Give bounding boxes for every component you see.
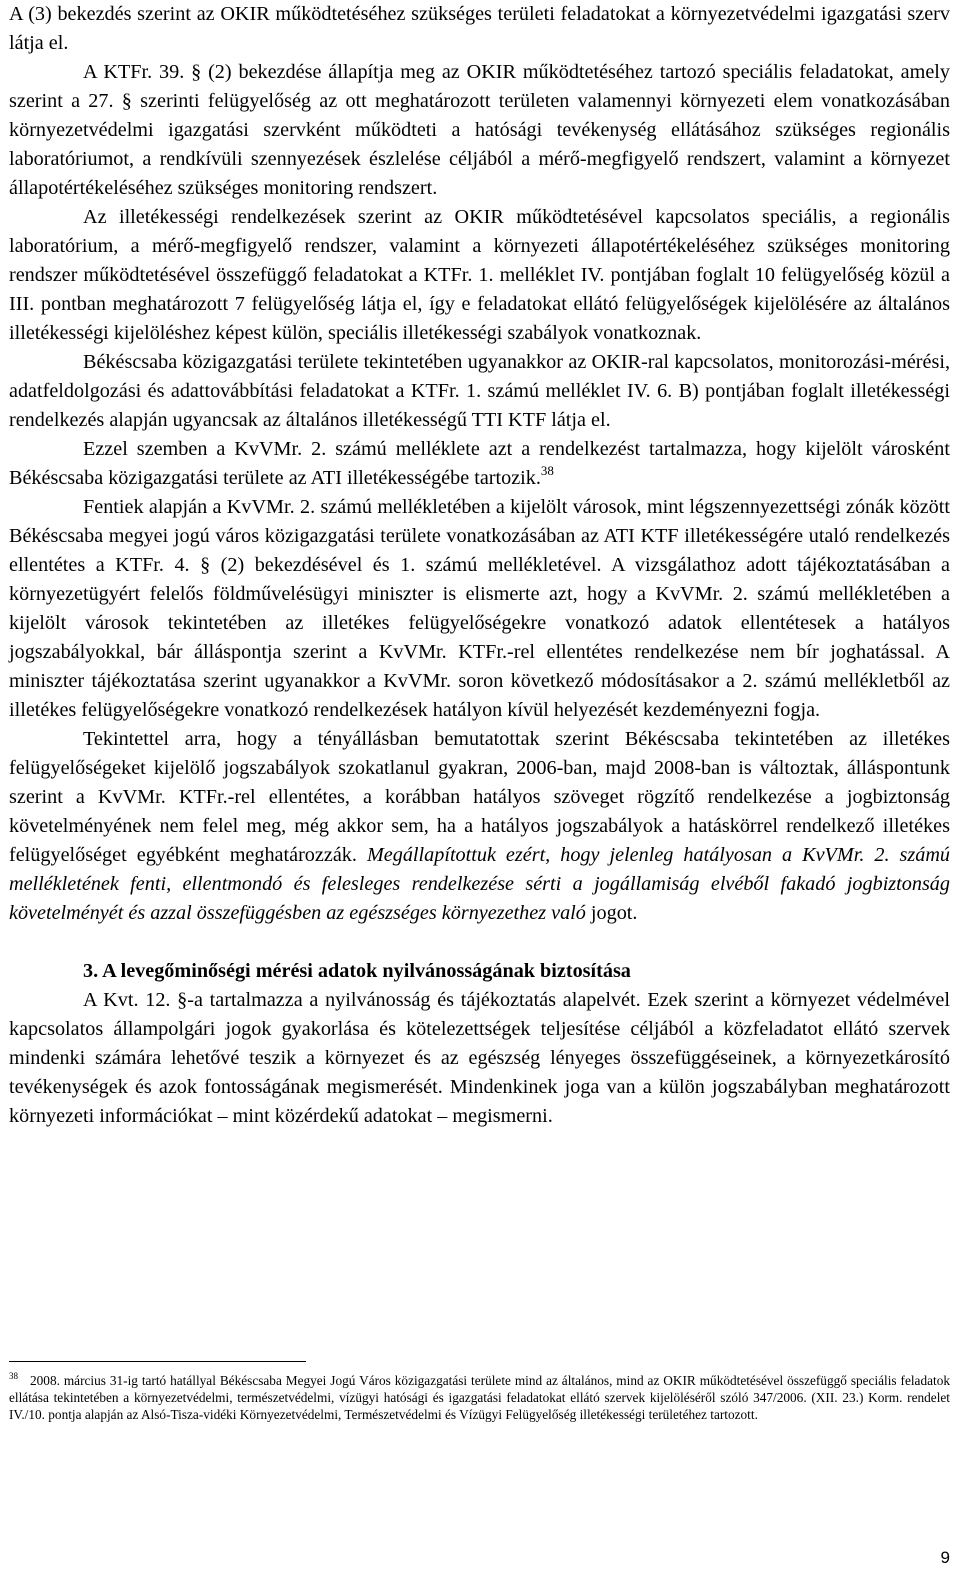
paragraph-conflict-findings: Fentiek alapján a KvVMr. 2. számú mellékletében a kijelölt városok, mint légszennyezettségi zónák között Békéscsaba megyei jogú város közigazgatási területe vonatkozásában az ATI KTF illetékességére utaló rendelkezés ellentétes a KTFr. 4. § (2) bekezdésével és 1. számú mellékletével. A vizsgálathoz adott tájékoztatásában a környezetügyért felelős földművelésügyi miniszter is elismerte azt, hogy a KvVMr. 2. számú mellékletében a kijelölt városok tekintetében az illetékes felügyelőségekre vonatkozó adatok ellentétesek a hatályos jogszabályokkal, bár álláspontja szerint a KvVMr. KTFr.-rel ellentétes rendelkezése nem bír joghatással. A miniszter tájékoztatása szerint ugyanakkor a KvVMr. soron következő módosításakor a 2. számú mellékletből az illetékes felügyelőségekre vonatkozó rendelkezések hatályon kívül helyezését kezdeményezni fogja. — [9, 496, 950, 721]
paragraph-kvvmr-annex-text: Ezzel szemben a KvVMr. 2. számú melléklete azt a rendelkezést tartalmazza, hogy kijelölt városként Békéscsaba közigazgatási területe az ATI illetékességébe tartozik. — [9, 438, 950, 489]
footnote-number: 38 — [9, 1371, 18, 1381]
paragraph-legal-certainty — [9, 725, 950, 928]
paragraph-legal-certainty-text: Tekintettel arra, hogy a tényállásban bemutatottak szerint Békéscsaba tekintetében az illetékes felügyelőségeket kijelölő jogszabályok szokatlanul gyakran, 2006-ban, majd 2008-ban is változtak, álláspontunk szerint a KvVMr. KTFr.-rel ellentétes, a korábban hatályos szöveget rögzítő rendelkezése a jogbiztonság követelményének nem felel meg, még akkor sem, ha a hatályos jogszabályok a hatáskörrel rendelkező illetékes felügyelőséget egyébként meghatározzák. — [9, 728, 950, 866]
footnote-38 — [9, 1372, 950, 1423]
section-heading: 3. A levegőminőségi mérési adatok nyilvánosságának biztosítása — [83, 960, 631, 982]
finding-italic-text: Megállapítottuk ezért, hogy jelenleg hatályosan a KvVMr. 2. számú mellékletének fenti, ellentmondó és felesleges rendelkezése sérti a jogállamiság elvéből fakadó jogbiztonság követelményét és azzal összefüggésben az egészséges környezethez való — [9, 844, 951, 924]
paragraph-okir-territorial: A (3) bekezdés szerint az OKIR működtetéséhez szükséges területi feladatokat a környezetvédelmi igazgatási szerv látja el. — [9, 3, 950, 54]
paragraph-jurisdiction-rules: Az illetékességi rendelkezések szerint az OKIR működtetésével kapcsolatos speciális, a regionális laboratórium, a mérő-megfigyelő rendszer, valamint a környezeti állapotértékeléséhez szükséges monitoring rendszer működtetésével összefüggő feladatokat a KTFr. 1. melléklet IV. pontjában foglalt 10 felügyelőség közül a III. pontban meghatározott 7 felügyelőség látja el, így e feladatokat ellátó felügyelőségek kijelölésére az általános illetékességi kijelöléshez képest külön, speciális illetékességi szabályok vonatkoznak. — [9, 206, 950, 344]
footnote-text: 2008. március 31-ig tartó hatállyal Békéscsaba Megyei Jogú Város közigazgatási területe mind az általános, mind az OKIR működtetésével összefüggő speciális feladatok ellátása tekintetében a környezetvédelmi, természetvédelmi, vízügyi hatósági és igazgatási feladatokat ellátó szervek kijelöléséről szóló 347/2006. (XII. 23.) Korm. rendelet IV./10. pontja alapján az Alsó-Tisza-vidéki Környezetvédelmi, Természetvédelmi és Vízügyi Felügyelőség illetékességi területéhez tartozott. — [9, 1373, 950, 1422]
paragraph-legal-certainty-end: jogot. — [590, 902, 638, 924]
document-body — [9, 0, 950, 1131]
footnote-reference-38[interactable]: 38 — [540, 463, 554, 478]
paragraph-kvvmr-annex — [9, 435, 950, 493]
paragraph-bekescsaba-area: Békéscsaba közigazgatási területe tekintetében ugyanakkor az OKIR-ral kapcsolatos, monitorozási-mérési, adatfeldolgozási és adattovábbítási feladatokat a KTFr. 1. számú melléklet IV. 6. B) pontjában foglalt illetékességi rendelkezés alapján ugyancsak az általános illetékességű TTI KTF látja el. — [9, 351, 950, 431]
footnote-divider — [9, 1361, 306, 1362]
paragraph-publicity-principle: A Kvt. 12. §-a tartalmazza a nyilvánosság és tájékoztatás alapelvét. Ezek szerint a környezet védelmével kapcsolatos állampolgári jogok gyakorlása és kötelezettségek teljesítése céljából a közfeladatot ellátó szervek mindenki számára lehetővé teszik a környezet és az egészség lényeges összefüggéseinek, a környezetkárosító tevékenységek és azok fontosságának megismerését. Mindenkinek joga van a külön jogszabályban meghatározott környezeti információkat – mint közérdekű adatokat – megismerni. — [9, 989, 950, 1127]
paragraph-ktfr-39: A KTFr. 39. § (2) bekezdése állapítja meg az OKIR működtetéséhez tartozó speciális feladatokat, amely szerint a 27. § szerinti felügyelőség az ott meghatározott területen valamennyi környezeti elem vonatkozásában környezetvédelmi igazgatási szervként működteti a hatósági tevékenység ellátásához szükséges regionális laboratóriumot, a rendkívüli szennyezések észlelése céljából a mérő-megfigyelő rendszert, valamint a környezet állapotértékeléséhez szükséges monitoring rendszert. — [9, 61, 950, 199]
page-number: 9 — [940, 1548, 950, 1567]
